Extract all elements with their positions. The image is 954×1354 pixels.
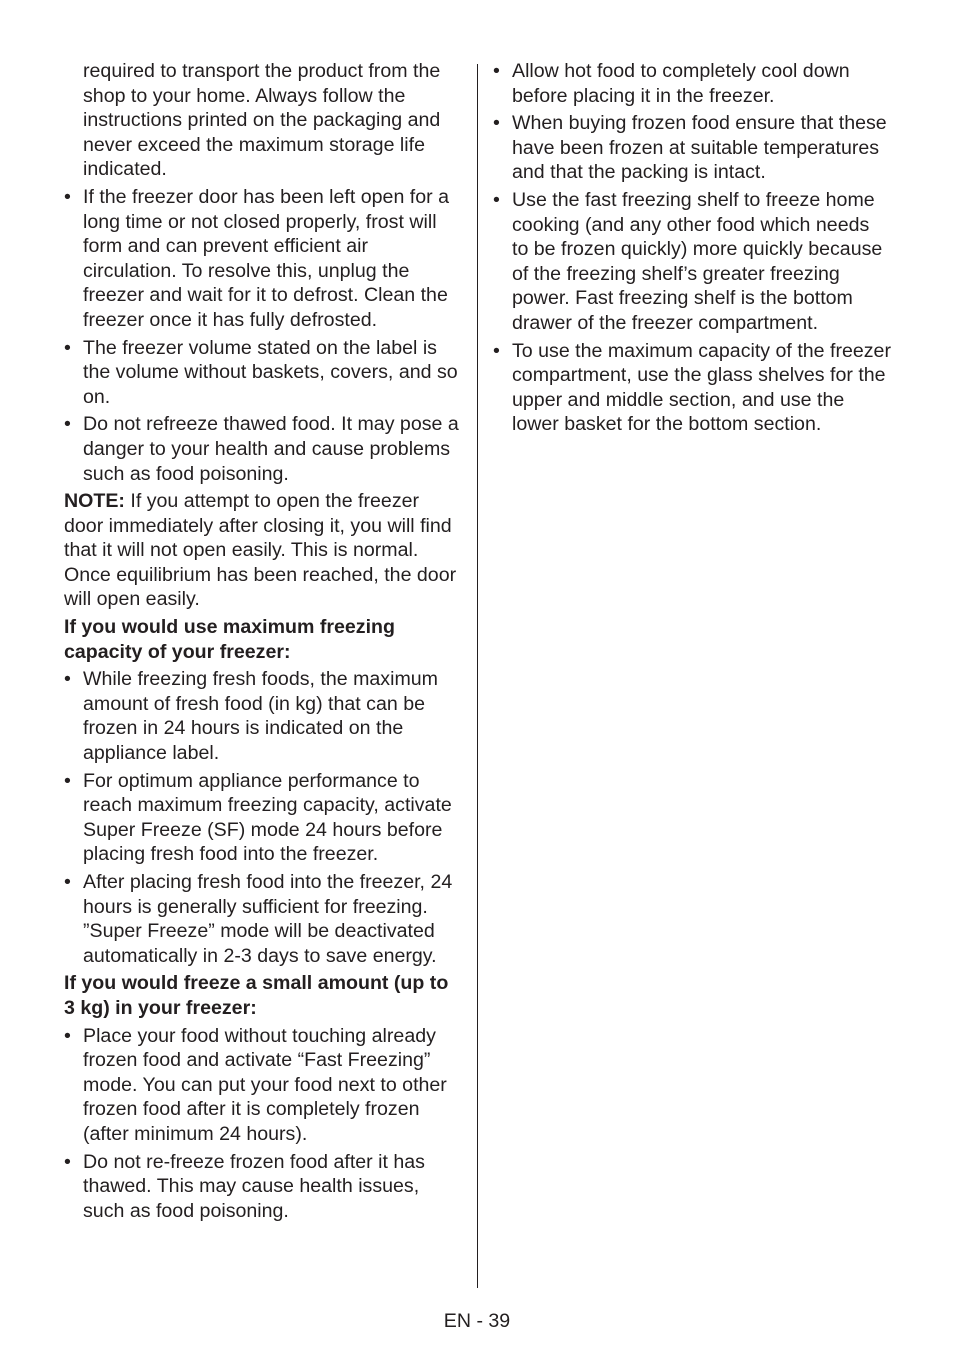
list-item-text: After placing fresh food into the freezer, 24 hours is generally sufficient for freezing. ”Super Freeze” mode will be deactivated automatically in 2-3 days to save energy. — [83, 871, 453, 967]
bullet-icon: • — [64, 336, 71, 359]
bullet-icon: • — [493, 188, 500, 211]
list-item-text: To use the maximum capacity of the freezer compartment, use the glass shelves for the upper and middle section, and use the lower basket for the bottom section. — [512, 339, 891, 436]
heading-small-amount: If you would freeze a small amount (up to 3 kg) in your freezer: — [64, 972, 449, 1019]
bullet-icon: • — [64, 871, 71, 893]
list-item-text: Place your food without touching already frozen food and activate “Fast Freezing” mode. You can put your food next to other frozen food after it is completely frozen (after minimum 24 hours). — [83, 1024, 447, 1145]
bullet-icon: • — [64, 1150, 71, 1173]
bullet-icon: • — [64, 769, 71, 792]
bullet-icon: • — [493, 60, 500, 82]
list-item — [64, 412, 462, 486]
list-item — [64, 667, 462, 765]
list-item — [493, 339, 891, 437]
note-paragraph — [64, 489, 462, 612]
bullet-icon: • — [493, 112, 500, 135]
left-column — [64, 59, 462, 1226]
bullet-icon: • — [64, 185, 71, 208]
list-item-text: For optimum appliance performance to reach maximum freezing capacity, activate Super Freeze (SF) mode 24 hours before placing fresh food into the freezer. — [83, 769, 452, 866]
note-text: If you attempt to open the freezer door immediately after closing it, you will find that it will not open easily. This is normal. Once equilibrium has been reached, the door will open easily. — [64, 490, 457, 611]
column-divider — [477, 64, 478, 1288]
list-item-text: Use the fast freezing shelf to freeze home cooking (and any other food which needs to be frozen quickly) more quickly because of the freezing shelf’s greater freezing power. Fast freezing shelf is the bottom drawer of the freezer compartment. — [512, 188, 883, 334]
heading-max-freezing: If you would use maximum freezing capacity of your freezer: — [64, 616, 395, 663]
list-item-text: Do not refreeze thawed food. It may pose a danger to your health and cause problems such as food poisoning. — [83, 413, 459, 485]
bullet-icon: • — [493, 339, 500, 362]
bullet-icon: • — [64, 668, 71, 691]
list-item — [493, 59, 891, 108]
list-item — [64, 336, 462, 410]
list-item-text: Do not re-freeze frozen food after it has thawed. This may cause health issues, such as food poisoning. — [83, 1150, 425, 1222]
note-label: NOTE: — [64, 490, 125, 513]
list-item-text: The freezer volume stated on the label is the volume without baskets, covers, and so on. — [83, 336, 458, 408]
list-item-text: While freezing fresh foods, the maximum amount of fresh food (in kg) that can be frozen in 24 hours is indicated on the appliance label. — [83, 668, 439, 765]
list-item — [64, 185, 462, 333]
list-item — [493, 188, 891, 336]
page-number: EN - 39 — [443, 1310, 511, 1332]
list-item — [64, 1150, 462, 1224]
continuation-paragraph: required to transport the product from the shop to your home. Always follow the instructions printed on the packaging and never exceed the maximum storage life indicated. — [83, 60, 441, 181]
list-item — [64, 1024, 462, 1147]
list-item — [493, 111, 891, 185]
list-item — [64, 769, 462, 867]
bullet-icon: • — [64, 1024, 71, 1047]
list-item-text: Allow hot food to completely cool down before placing it in the freezer. — [512, 60, 850, 107]
bullet-icon: • — [64, 413, 71, 436]
list-item-text: When buying frozen food ensure that these have been frozen at suitable temperatures and that the packing is intact. — [512, 112, 887, 184]
list-item — [64, 870, 462, 968]
list-item-text: If the freezer door has been left open for a long time or not closed properly, frost will form and can prevent efficient air circulation. To resolve this, unplug the freezer and wait for it to defrost. Clean the freezer once it has fully defrosted. — [83, 185, 449, 331]
right-column — [493, 59, 891, 440]
